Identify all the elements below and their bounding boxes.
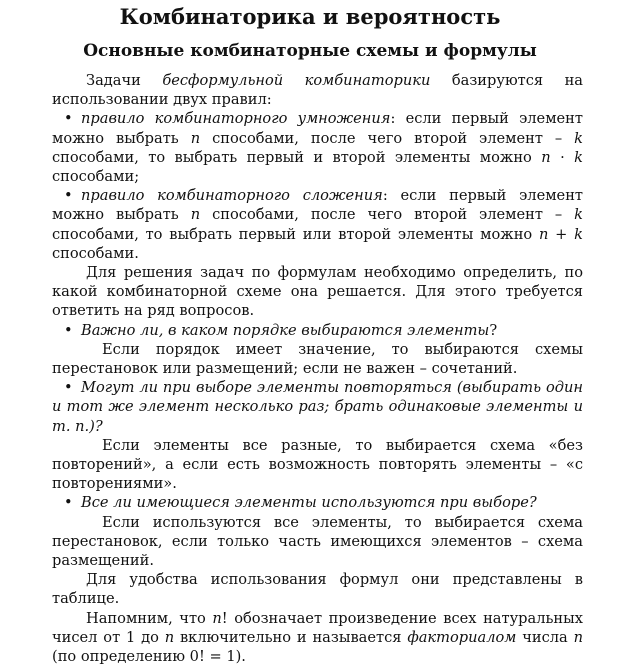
var-n: n bbox=[541, 148, 551, 166]
document-body bbox=[52, 71, 583, 666]
rule-addition-term: правило комбинаторного сложения bbox=[81, 187, 383, 205]
question-text: Могут ли при выборе элементы повторяться (выбирать один и тот же элемент несколько раз; брать одинаковые элементы и т. п.)? bbox=[52, 379, 583, 435]
factorial-text: числа bbox=[516, 628, 574, 646]
answer-order: Если порядок имеет значение, то выбираются схемы перестановок или размещений; если не важен – сочетаний. bbox=[52, 340, 583, 378]
page-title: Комбинаторика и вероятность bbox=[119, 4, 501, 29]
factorial-text: ! обозначает произведение всех натуральных чисел от 1 до bbox=[52, 609, 583, 646]
var-n: n bbox=[538, 225, 549, 243]
intro-term: бесформульной комбинаторики bbox=[162, 72, 431, 89]
bullet-icon: • bbox=[64, 494, 73, 512]
bullet-icon: • bbox=[64, 379, 73, 397]
plus-operator: + bbox=[548, 225, 575, 243]
intro-text-start: Задачи bbox=[86, 72, 163, 89]
bullet-icon: • bbox=[64, 110, 73, 128]
rule-text: способами, после чего второй элемент – bbox=[200, 206, 575, 224]
rule-text: способами; bbox=[52, 168, 140, 186]
factorial-paragraph bbox=[52, 609, 583, 666]
question-text: Все ли имеющиеся элементы используются при выборе? bbox=[81, 494, 537, 512]
schemes-paragraph: Для решения задач по формулам необходимо определить, по какой комбинаторной схеме она решается. Для этого требуется ответить на ряд вопросов. bbox=[52, 264, 583, 320]
var-k: k bbox=[574, 129, 583, 147]
rule-text: : если первый элемент можно выбрать bbox=[52, 110, 583, 147]
question-order bbox=[52, 321, 583, 340]
rule-multiplication bbox=[52, 109, 583, 186]
rule-text: способами, то выбрать первый и второй элементы можно bbox=[52, 148, 542, 166]
multiply-operator: · bbox=[550, 148, 575, 166]
var-k: k bbox=[574, 225, 583, 243]
factorial-term: факториалом bbox=[407, 628, 517, 646]
rule-text: : если первый элемент можно выбрать bbox=[52, 187, 583, 224]
rule-text: способами, то выбрать первый или второй элементы можно bbox=[52, 225, 539, 243]
answer-all-elements: Если используются все элементы, то выбирается схема перестановок, если только часть имеющихся элементов – схема размещений. bbox=[52, 513, 583, 570]
rule-multiplication-term: правило комбинаторного умножения bbox=[81, 110, 391, 128]
factorial-text: Напомним, что bbox=[86, 609, 213, 627]
question-mark: ? bbox=[489, 321, 498, 339]
bullet-icon: • bbox=[64, 321, 73, 339]
var-n: n bbox=[190, 206, 201, 224]
intro-paragraph bbox=[52, 71, 583, 109]
rule-addition bbox=[52, 186, 583, 263]
var-n: n bbox=[573, 628, 583, 646]
var-k: k bbox=[574, 148, 584, 166]
factorial-text: (по определению 0! = 1). bbox=[52, 648, 246, 666]
question-text: Важно ли, в каком порядке выбираются элементы bbox=[81, 321, 490, 339]
rule-text: способами. bbox=[52, 244, 139, 262]
table-note-paragraph: Для удобства использования формул они представлены в таблице. bbox=[52, 571, 583, 608]
bullet-icon: • bbox=[64, 187, 73, 205]
section-title: Основные комбинаторные схемы и формулы bbox=[83, 41, 537, 61]
factorial-text: включительно и называется bbox=[174, 628, 408, 646]
answer-repetition: Если элементы все разные, то выбирается схема «без повторений», а если есть возможность повторять элементы – «с повторениями». bbox=[52, 436, 583, 493]
var-n: n bbox=[212, 609, 222, 627]
var-n: n bbox=[190, 129, 201, 147]
intro-text-end: базируются на использовании двух правил: bbox=[52, 72, 583, 109]
question-all-elements bbox=[52, 493, 583, 512]
var-n: n bbox=[164, 628, 175, 646]
question-repetition bbox=[52, 378, 583, 436]
rule-text: способами, после чего второй элемент – bbox=[200, 129, 575, 147]
var-k: k bbox=[574, 206, 583, 224]
